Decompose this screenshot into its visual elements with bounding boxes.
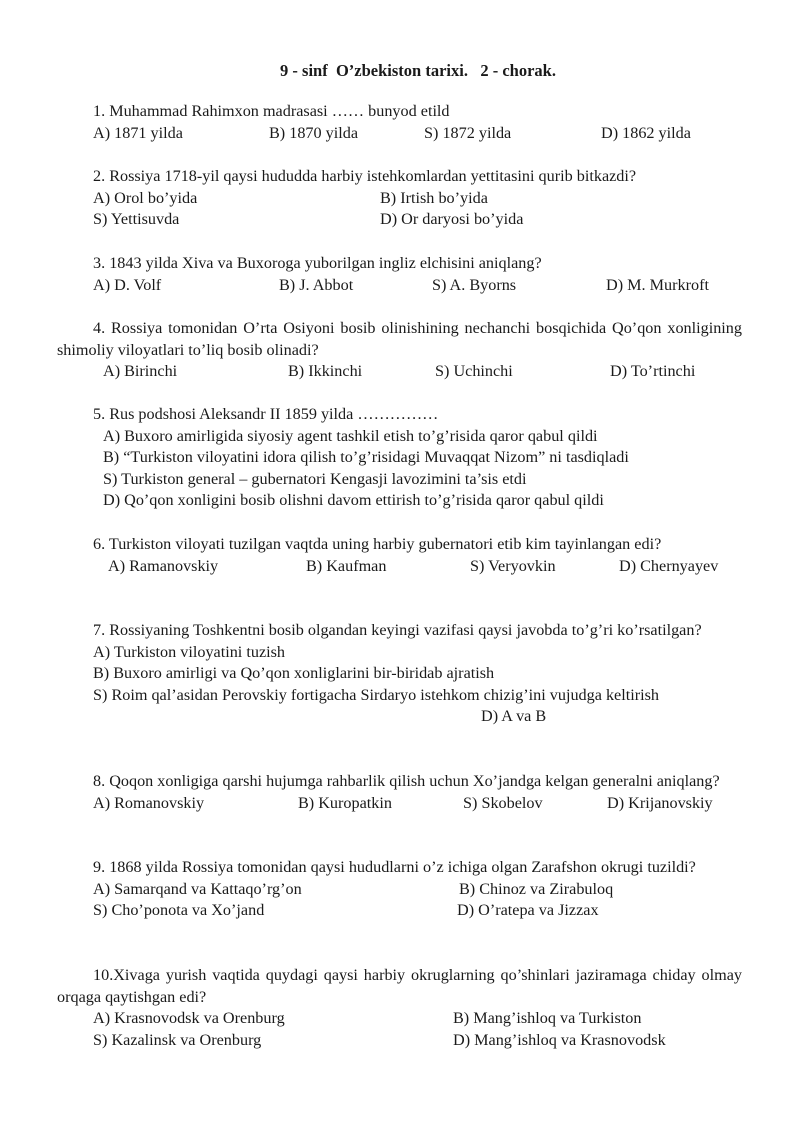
question-3-stem: 3. 1843 yilda Xiva va Buxoroga yuborilgan ingliz elchisini aniqlang? <box>93 254 542 272</box>
question-4 <box>57 318 742 383</box>
question-6 <box>57 534 742 577</box>
question-9 <box>57 857 742 922</box>
question-5-option-a: A) Buxoro amirligida siyosiy agent tashkil etish to’g’risida qaror qabul qildi <box>103 426 598 445</box>
question-3 <box>57 253 742 296</box>
question-10-options-row-2 <box>57 1030 742 1052</box>
question-6-options <box>57 556 742 578</box>
question-9-options-row-2 <box>57 900 742 922</box>
question-4-stem: 4. Rossiya tomonidan O’rta Osiyoni bosib olinishining nechanchi bosqichida Qo’qon xonligining shimoliy viloyatlari to’liq bosib olinadi? <box>57 319 742 359</box>
question-1-option-d: D) 1862 yilda <box>601 123 691 142</box>
question-3-option-b: B) J. Abbot <box>279 275 354 294</box>
question-7 <box>57 620 742 726</box>
question-9-options-row-1 <box>57 879 742 901</box>
question-6-option-d: D) Chernyayev <box>619 556 719 575</box>
question-4-option-d: D) To’rtinchi <box>610 362 696 381</box>
question-8-stem: 8. Qoqon xonligiga qarshi hujumga rahbarlik qilish uchun Xo’jandga kelgan generalni aniqlang? <box>93 772 720 790</box>
question-4-option-a: A) Birinchi <box>103 362 178 381</box>
page-title: 9 - sinf O’zbekiston tarixi. 2 - chorak. <box>280 61 556 80</box>
question-8-option-d: D) Krijanovskiy <box>607 793 713 812</box>
question-7-option-b: B) Buxoro amirligi va Qo’qon xonliglarini bir-biridab ajratish <box>93 664 495 683</box>
question-8-option-s: S) Skobelov <box>463 793 543 812</box>
question-4-option-s: S) Uchinchi <box>435 362 513 381</box>
question-5-option-b: B) “Turkiston viloyatini idora qilish to’g’risidagi Muvaqqat Nizom” ni tasdiqladi <box>103 448 629 467</box>
question-1-options <box>57 123 742 145</box>
question-7-stem: 7. Rossiyaning Toshkentni bosib olgandan keyingi vazifasi qaysi javobda to’g’ri ko’rsatilgan? <box>93 621 702 639</box>
question-1-stem: 1. Muhammad Rahimxon madrasasi …… bunyod etild <box>93 102 450 120</box>
question-1-option-s: S) 1872 yilda <box>424 123 512 142</box>
question-1-option-a: A) 1871 yilda <box>93 123 183 142</box>
question-10-option-a: A) Krasnovodsk va Orenburg <box>93 1009 285 1028</box>
question-9-option-d: D) O’ratepa va Jizzax <box>457 901 599 920</box>
question-6-stem: 6. Turkiston viloyati tuzilgan vaqtda uning harbiy gubernatori etib kim tayinlangan edi? <box>93 535 662 553</box>
question-2-option-b: B) Irtish bo’yida <box>380 188 488 207</box>
question-1-option-b: B) 1870 yilda <box>269 123 359 142</box>
question-2-options-row-1 <box>57 188 742 210</box>
question-6-option-a: A) Ramanovskiy <box>108 556 219 575</box>
question-3-option-d: D) M. Murkroft <box>606 275 709 294</box>
question-8-option-b: B) Kuropatkin <box>298 793 392 812</box>
question-3-option-s: S) A. Byorns <box>432 275 517 294</box>
question-2-option-d: D) Or daryosi bo’yida <box>380 210 524 229</box>
question-5 <box>57 404 742 512</box>
question-2 <box>57 166 742 231</box>
question-2-options-row-2 <box>57 209 742 231</box>
question-5-option-d: D) Qo’qon xonligini bosib olishni davom ettirish to’g’risida qaror qabul qildi <box>103 491 604 510</box>
question-5-stem: 5. Rus podshosi Aleksandr II 1859 yilda …………… <box>93 405 439 423</box>
question-9-option-a: A) Samarqand va Kattaqo’rg’on <box>93 879 302 898</box>
question-2-stem: 2. Rossiya 1718-yil qaysi hududda harbiy istehkomlardan yettitasini qurib bitkazdi? <box>93 167 637 185</box>
question-8 <box>57 771 742 814</box>
question-2-option-a: A) Orol bo’yida <box>93 188 198 207</box>
question-4-options <box>57 361 742 383</box>
question-7-option-s: S) Roim qal’asidan Perovskiy fortigacha Sirdaryo istehkom chizig’ini vujudga keltirish <box>93 685 660 704</box>
question-9-stem: 9. 1868 yilda Rossiya tomonidan qaysi hududlarni o’z ichiga olgan Zarafshon okrugi tuzildi? <box>93 858 696 876</box>
question-3-option-a: A) D. Volf <box>93 275 162 294</box>
question-9-option-b: B) Chinoz va Zirabuloq <box>459 879 614 898</box>
question-8-option-a: A) Romanovskiy <box>93 793 205 812</box>
question-6-option-s: S) Veryovkin <box>470 556 556 575</box>
question-10 <box>57 965 742 1051</box>
question-5-option-s: S) Turkiston general – gubernatori Kengasji lavozimini ta’sis etdi <box>103 469 527 488</box>
question-8-options <box>57 793 742 815</box>
question-1 <box>57 101 742 144</box>
question-3-options <box>57 275 742 297</box>
question-2-option-s: S) Yettisuvda <box>93 210 180 229</box>
question-7-option-a: A) Turkiston viloyatini tuzish <box>93 642 286 661</box>
question-7-option-s-block <box>57 685 742 726</box>
question-7-option-d: D) A va B <box>481 707 547 726</box>
question-4-option-b: B) Ikkinchi <box>288 362 363 381</box>
question-10-stem: 10.Xivaga yurish vaqtida quydagi qaysi harbiy okruglarning qo’shinlari jaziramaga chiday olmay orqaga qaytishgan edi? <box>57 966 742 1006</box>
question-6-option-b: B) Kaufman <box>306 556 387 575</box>
question-10-option-s: S) Kazalinsk va Orenburg <box>93 1030 262 1049</box>
question-10-options-row-1 <box>57 1008 742 1030</box>
question-10-option-b: B) Mang’ishloq va Turkiston <box>453 1009 642 1028</box>
question-9-option-s: S) Cho’ponota va Xo’jand <box>93 901 265 920</box>
question-10-option-d: D) Mang’ishloq va Krasnovodsk <box>453 1030 666 1049</box>
